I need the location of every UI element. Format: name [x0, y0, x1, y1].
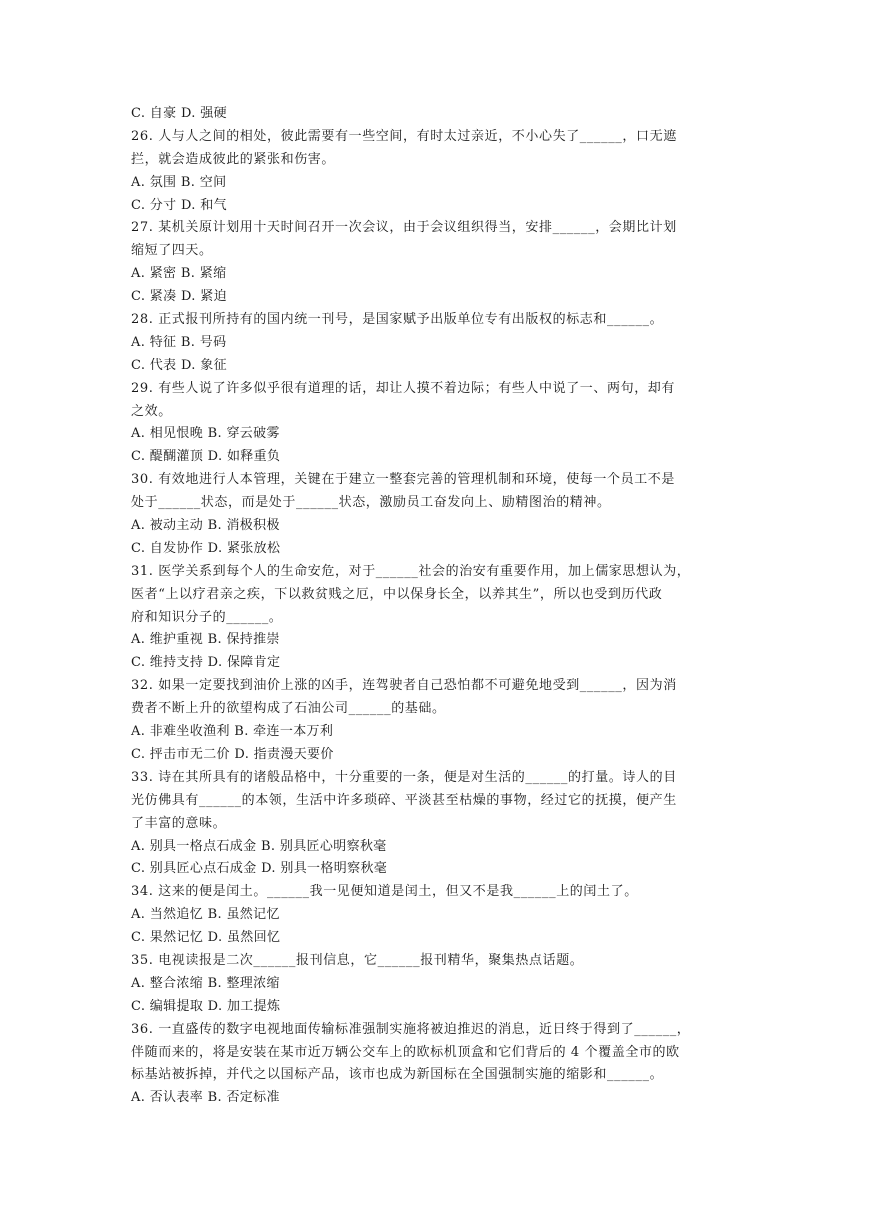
option-line: C. 醍醐灌顶 D. 如释重负 [131, 449, 281, 465]
question-33-line-2: 光仿佛具有______的本领，生活中许多琐碎、平淡甚至枯燥的事物，经过它的抚摸，便产生 [131, 792, 677, 808]
option-line: C. 自豪 D. 强硬 [131, 106, 227, 121]
option-line: A. 维护重视 B. 保持推崇 [131, 632, 280, 648]
question-36-line-3: 标基站被拆掉，并代之以国标产品，该市也成为新国标在全国强制实施的缩影和______。 [131, 1067, 664, 1083]
option-line: A. 特征 B. 号码 [131, 334, 227, 350]
question-30-line-2: 处于______状态，而是处于______状态，激励员工奋发向上、励精图治的精神。 [131, 495, 611, 511]
question-33-line-3: 了丰富的意味。 [131, 815, 227, 831]
option-line: C. 分寸 D. 和气 [131, 197, 227, 213]
question-32-line-1: 32. 如果一定要找到油价上涨的凶手，连驾驶者自己恐怕都不可避免地受到______，因为消 [131, 678, 677, 694]
option-line: A. 相见恨晚 B. 穿云破雾 [131, 426, 280, 442]
option-line: C. 紧凑 D. 紧迫 [131, 289, 227, 305]
question-35-line-1: 35. 电视读报是二次______报刊信息，它______报刊精华，聚集热点话题。 [131, 952, 584, 968]
question-34-line-1: 34. 这来的便是闰土。______我一见便知道是闰土，但又不是我______上的闰土了。 [131, 884, 638, 900]
question-28-line-1: 28. 正式报刊所持有的国内统一刊号，是国家赋予出版单位专有出版权的标志和______。 [131, 312, 664, 328]
option-line: A. 被动主动 B. 消极积极 [131, 518, 280, 534]
question-33-line-1: 33. 诗在其所具有的诸般品格中，十分重要的一条，便是对生活的______的打量。诗人的目 [131, 769, 677, 785]
option-line: A. 非难坐收渔利 B. 牵连一本万利 [131, 724, 334, 740]
option-line: A. 紧密 B. 紧缩 [131, 266, 227, 282]
question-31-line-2: 医者“上以疗君亲之疾，下以救贫贱之厄，中以保身长全，以养其生”，所以也受到历代政 [131, 586, 663, 602]
option-line: C. 自发协作 D. 紧张放松 [131, 540, 281, 556]
question-31-line-3: 府和知识分子的______。 [131, 609, 283, 625]
question-36-line-1: 36. 一直盛传的数字电视地面传输标准强制实施将被迫推迟的消息，近日终于得到了______， [131, 1021, 691, 1037]
option-line: A. 否认表率 B. 否定标准 [131, 1090, 280, 1106]
question-30-line-1: 30. 有效地进行人本管理，关键在于建立一整套完善的管理机制和环境，使每一个员工不是 [131, 472, 676, 488]
question-27-line-2: 缩短了四天。 [131, 243, 213, 259]
question-36-line-2: 伴随而来的，将是安装在某市近万辆公交车上的欧标机顶盒和它们背后的 4 个覆盖全市的欧 [131, 1044, 680, 1060]
option-line: A. 别具一格点石成金 B. 别具匠心明察秋毫 [131, 838, 387, 854]
question-31-line-1: 31. 医学关系到每个人的生命安危，对于______社会的治安有重要作用，加上儒家思想认为， [131, 563, 691, 579]
question-26-line-1: 26. 人与人之间的相处，彼此需要有一些空间，有时太过亲近，不小心失了______，口无遮 [131, 128, 677, 144]
document-page [131, 103, 739, 1110]
option-line: C. 果然记忆 D. 虽然回忆 [131, 930, 281, 946]
option-line: C. 别具匠心点石成金 D. 别具一格明察秋毫 [131, 861, 388, 877]
question-29-line-2: 之效。 [131, 403, 172, 419]
option-line: C. 代表 D. 象征 [131, 357, 227, 373]
option-line: C. 维持支持 D. 保障肯定 [131, 655, 281, 671]
option-line: A. 当然追忆 B. 虽然记忆 [131, 907, 280, 923]
option-line: A. 整合浓缩 B. 整理浓缩 [131, 975, 280, 991]
question-32-line-2: 费者不断上升的欲望构成了石油公司______的基础。 [131, 701, 446, 717]
question-27-line-1: 27. 某机关原计划用十天时间召开一次会议，由于会议组织得当，安排______，会期比计划 [131, 220, 677, 236]
option-line: C. 抨击市无二价 D. 指责漫天要价 [131, 746, 334, 762]
option-line: A. 氛围 B. 空间 [131, 174, 227, 190]
option-line: C. 编辑提取 D. 加工提炼 [131, 998, 281, 1014]
question-26-line-2: 拦，就会造成彼此的紧张和伤害。 [131, 151, 336, 167]
question-29-line-1: 29. 有些人说了许多似乎很有道理的话，却让人摸不着边际；有些人中说了一、两句，却有 [131, 380, 676, 396]
